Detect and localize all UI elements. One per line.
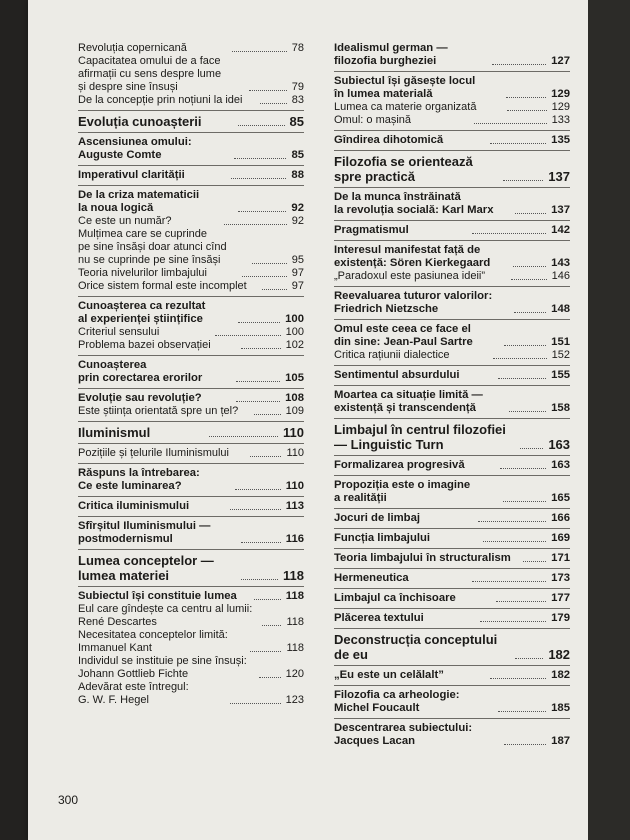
- toc-left-entry-bold: [62, 136, 304, 162]
- entry-page-number: 100: [285, 313, 304, 325]
- entry-title: Descentrarea subiectului: Jacques Lacan: [334, 722, 473, 747]
- toc-right-entry-bold: [318, 722, 570, 748]
- dot-leader: [234, 158, 286, 159]
- section-divider: [78, 463, 304, 464]
- dot-leader: [215, 335, 281, 336]
- section-divider: [334, 608, 570, 609]
- entry-page-number: 142: [551, 224, 571, 236]
- dot-leader: [235, 489, 280, 490]
- toc-left-entry-bold: [62, 169, 304, 182]
- dot-leader: [490, 678, 546, 679]
- dot-leader: [480, 621, 546, 622]
- entry-title: Subiectul își găsește locul în lumea materială: [334, 75, 476, 100]
- section-divider: [78, 586, 304, 587]
- toc-right-entry-bold: [318, 479, 570, 505]
- entry-page-number: 100: [285, 326, 305, 338]
- entry-page-number: 95: [291, 254, 304, 266]
- entry-title: Problema bazei observației: [78, 339, 211, 351]
- entry-page-number: 182: [551, 669, 571, 681]
- entry-page-number: 129: [551, 101, 571, 113]
- toc-left-entry-bold: [62, 189, 304, 215]
- dot-leader: [514, 312, 546, 313]
- entry-page-number: 129: [551, 88, 570, 100]
- entry-title: Iluminismul: [78, 425, 151, 440]
- dot-leader: [260, 103, 287, 104]
- entry-title: Formalizarea progresivă: [334, 459, 465, 471]
- toc-left-entry-sub: [62, 215, 304, 228]
- entry-title: Limbajul ca închisoare: [334, 592, 456, 604]
- entry-page-number: 108: [285, 392, 304, 404]
- dot-leader: [252, 263, 287, 264]
- entry-page-number: 78: [291, 42, 305, 54]
- dot-leader: [224, 224, 287, 225]
- page-number: 300: [58, 793, 79, 807]
- toc-left-column: [62, 42, 304, 707]
- section-divider: [78, 549, 304, 550]
- toc-right-entry-bold: [318, 134, 570, 147]
- toc-left-entry-sub: [62, 681, 304, 707]
- toc-left-entry-sub: [62, 94, 304, 107]
- entry-title: Ce este un număr?: [78, 215, 172, 227]
- dot-leader: [254, 599, 281, 600]
- toc-right-column: [318, 42, 570, 748]
- toc-right-entry-bold: [318, 552, 570, 565]
- entry-page-number: 105: [285, 372, 304, 384]
- entry-title: Moartea ca situație limită — existență și transcendență: [334, 389, 483, 414]
- section-divider: [334, 508, 570, 509]
- entry-page-number: 185: [551, 702, 570, 714]
- dot-leader: [250, 456, 281, 457]
- dot-leader: [515, 658, 543, 659]
- dot-leader: [230, 703, 281, 704]
- entry-page-number: 148: [551, 303, 571, 315]
- entry-page-number: 79: [291, 81, 304, 93]
- section-divider: [334, 528, 570, 529]
- toc-right-entry-bold: [318, 459, 570, 472]
- section-divider: [334, 240, 570, 241]
- section-divider: [334, 71, 570, 72]
- entry-page-number: 118: [283, 568, 305, 583]
- entry-page-number: 109: [285, 405, 305, 417]
- entry-title: Omul: o mașină: [334, 114, 412, 126]
- entry-page-number: 146: [551, 270, 570, 282]
- entry-title: Propoziția este o imagine a realității: [334, 479, 471, 504]
- entry-page-number: 166: [551, 512, 570, 524]
- entry-page-number: 118: [286, 642, 304, 654]
- dot-leader: [230, 509, 281, 510]
- dot-leader: [472, 581, 546, 582]
- dot-leader: [478, 521, 546, 522]
- entry-title: Funcția limbajului: [334, 532, 431, 544]
- entry-title: Pozițiile și țelurile Iluminismului: [78, 447, 229, 459]
- section-divider: [334, 150, 570, 151]
- entry-title: Cunoașterea prin corectarea erorilor: [78, 359, 203, 384]
- entry-page-number: 165: [551, 492, 570, 504]
- dot-leader: [232, 51, 287, 52]
- section-divider: [334, 568, 570, 569]
- entry-title: Interesul manifestat față de existență: Sören Kierkegaard: [334, 244, 491, 269]
- toc-right-entry-chapter: [318, 632, 570, 662]
- entry-page-number: 171: [551, 552, 571, 564]
- entry-page-number: 97: [291, 280, 304, 292]
- entry-title: Lumea ca materie organizată: [334, 101, 477, 113]
- entry-title: De la criza matematicii la noua logică: [78, 189, 200, 214]
- entry-page-number: 85: [291, 149, 305, 161]
- toc-left-entry-chapter: [62, 114, 304, 129]
- entry-title: Eul care gîndește ca centru al lumii: René Descartes: [78, 603, 253, 628]
- toc-left-entry-sub: [62, 326, 304, 339]
- entry-title: Filozofia ca arheologie: Michel Foucault: [334, 689, 460, 714]
- toc-right-entry-bold: [318, 669, 570, 682]
- entry-title: Hermeneutica: [334, 572, 409, 584]
- toc-right-entry-bold: [318, 689, 570, 715]
- section-divider: [78, 165, 304, 166]
- entry-title: De la concepție prin noțiuni la idei: [78, 94, 243, 106]
- entry-title: Sfîrșitul Iluminismului — postmodernismul: [78, 520, 211, 545]
- dot-leader: [498, 378, 546, 379]
- entry-title: Reevaluarea tuturor valorilor: Friedrich Nietzsche: [334, 290, 493, 315]
- section-divider: [334, 220, 570, 221]
- entry-page-number: 169: [551, 532, 571, 544]
- entry-title: Adevărat este întregul: G. W. F. Hegel: [78, 681, 189, 706]
- entry-page-number: 92: [291, 215, 304, 227]
- entry-page-number: 179: [551, 612, 570, 624]
- section-divider: [78, 443, 304, 444]
- dot-leader: [506, 97, 546, 98]
- toc-left-entry-sub: [62, 267, 304, 280]
- entry-page-number: 85: [289, 114, 305, 129]
- entry-title: Evoluția cunoașterii: [78, 114, 202, 129]
- entry-title: Limbajul în centrul filozofiei — Linguistic Turn: [334, 422, 506, 452]
- toc-left-entry-bold: [62, 590, 304, 603]
- entry-title: Cunoașterea ca rezultat al experienței științifice: [78, 300, 206, 325]
- entry-title: Necesitatea conceptelor limită: Immanuel Kant: [78, 629, 228, 654]
- dot-leader: [231, 178, 287, 179]
- toc-right-entry-bold: [318, 224, 570, 237]
- toc-right-entry-bold: [318, 290, 570, 316]
- toc-right-entry-sub: [318, 270, 570, 283]
- dot-leader: [498, 711, 546, 712]
- section-divider: [334, 286, 570, 287]
- toc-left-entry-chapter: [62, 553, 304, 583]
- entry-page-number: 152: [551, 349, 570, 361]
- dot-leader: [474, 123, 547, 124]
- section-divider: [334, 130, 570, 131]
- entry-page-number: 133: [551, 114, 571, 126]
- dot-leader: [209, 436, 278, 437]
- entry-title: Deconstrucția conceptului de eu: [334, 632, 498, 662]
- entry-title: Filozofia se orientează spre practică: [334, 154, 473, 184]
- entry-page-number: 83: [291, 94, 304, 106]
- entry-title: Orice sistem formal este incomplet: [78, 280, 247, 292]
- entry-title: Este știința orientată spre un țel?: [78, 405, 239, 417]
- toc-left-entry-sub: [62, 447, 304, 460]
- entry-page-number: 155: [551, 369, 571, 381]
- entry-title: Subiectul își constituie lumea: [78, 590, 237, 602]
- entry-title: Critica iluminismului: [78, 500, 190, 512]
- entry-page-number: 92: [291, 202, 304, 214]
- dot-leader: [472, 233, 546, 234]
- section-divider: [78, 296, 304, 297]
- entry-title: Teoria nivelurilor limbajului: [78, 267, 207, 279]
- dot-leader: [238, 125, 285, 126]
- toc-left-entry-sub: [62, 405, 304, 418]
- dot-leader: [490, 143, 546, 144]
- section-divider: [78, 132, 304, 133]
- section-divider: [78, 185, 304, 186]
- entry-title: Lumea conceptelor — lumea materiei: [78, 553, 214, 583]
- entry-title: Gîndirea dihotomică: [334, 134, 444, 146]
- entry-title: Teoria limbajului în structuralism: [334, 552, 511, 564]
- entry-title: „Paradoxul este pasiunea ideii”: [334, 270, 486, 282]
- toc-right-entry-bold: [318, 75, 570, 101]
- entry-page-number: 173: [551, 572, 571, 584]
- entry-page-number: 187: [551, 735, 571, 747]
- section-divider: [78, 110, 304, 111]
- toc-right-entry-bold: [318, 612, 570, 625]
- entry-title: Jocuri de limbaj: [334, 512, 421, 524]
- dot-leader: [493, 358, 547, 359]
- toc-right-entry-bold: [318, 191, 570, 217]
- toc-right-entry-bold: [318, 369, 570, 382]
- dot-leader: [250, 651, 282, 652]
- entry-title: Revoluția copernicană: [78, 42, 187, 54]
- section-divider: [334, 319, 570, 320]
- entry-page-number: 113: [285, 500, 304, 512]
- toc-left-entry-bold: [62, 392, 304, 405]
- toc-right-entry-bold: [318, 323, 570, 349]
- entry-title: Critica rațiunii dialectice: [334, 349, 450, 361]
- dot-leader: [241, 579, 278, 580]
- entry-page-number: 137: [548, 169, 570, 184]
- section-divider: [78, 496, 304, 497]
- toc-right-entry-bold: [318, 244, 570, 270]
- section-divider: [334, 475, 570, 476]
- toc-left-entry-sub: [62, 603, 304, 629]
- toc-right-entry-sub: [318, 349, 570, 362]
- dot-leader: [236, 401, 280, 402]
- next-page-edge: [588, 0, 630, 840]
- entry-page-number: 163: [548, 437, 571, 452]
- toc-right-entry-bold: [318, 572, 570, 585]
- toc-left-entry-bold: [62, 359, 304, 385]
- dot-leader: [504, 345, 546, 346]
- entry-page-number: 182: [548, 647, 571, 662]
- toc-right-entry-sub: [318, 101, 570, 114]
- dot-leader: [507, 110, 547, 111]
- dot-leader: [515, 213, 546, 214]
- entry-page-number: 110: [283, 425, 304, 440]
- section-divider: [78, 516, 304, 517]
- entry-page-number: 123: [285, 694, 305, 706]
- entry-title: Omul este ceea ce face el din sine: Jean-Paul Sartre: [334, 323, 473, 348]
- toc-right-entry-bold: [318, 512, 570, 525]
- toc-right-entry-sub: [318, 114, 570, 127]
- toc-left-entry-bold: [62, 500, 304, 513]
- entry-page-number: 88: [291, 169, 304, 181]
- dot-leader: [262, 625, 282, 626]
- section-divider: [334, 455, 570, 456]
- dot-leader: [520, 448, 544, 449]
- dot-leader: [503, 501, 546, 502]
- section-divider: [334, 588, 570, 589]
- entry-page-number: 118: [285, 590, 304, 602]
- entry-page-number: 158: [551, 402, 570, 414]
- section-divider: [78, 355, 304, 356]
- toc-left-entry-sub: [62, 280, 304, 293]
- dot-leader: [503, 180, 543, 181]
- entry-page-number: 151: [551, 336, 571, 348]
- dot-leader: [504, 744, 546, 745]
- dot-leader: [236, 381, 280, 382]
- section-divider: [334, 385, 570, 386]
- dot-leader: [238, 211, 287, 212]
- entry-title: Individul se instituie pe sine însuși: Johann Gottlieb Fichte: [78, 655, 247, 680]
- section-divider: [334, 718, 570, 719]
- dot-leader: [262, 289, 287, 290]
- entry-page-number: 127: [551, 55, 570, 67]
- toc-left-entry-sub: [62, 55, 304, 94]
- entry-page-number: 135: [551, 134, 571, 146]
- section-divider: [334, 187, 570, 188]
- dot-leader: [483, 541, 546, 542]
- dot-leader: [523, 561, 546, 562]
- toc-right-entry-chapter: [318, 422, 570, 452]
- toc-left-entry-bold: [62, 467, 304, 493]
- toc-left-entry-sub: [62, 629, 304, 655]
- entry-title: „Eu este un celălalt”: [334, 669, 444, 681]
- dot-leader: [254, 414, 280, 415]
- entry-title: Răspuns la întrebarea: Ce este luminarea?: [78, 467, 200, 492]
- entry-page-number: 116: [285, 533, 305, 545]
- entry-title: De la munca înstrăinată la revoluția socială: Karl Marx: [334, 191, 494, 216]
- dot-leader: [509, 411, 546, 412]
- dot-leader: [238, 322, 280, 323]
- entry-page-number: 143: [551, 257, 571, 269]
- section-divider: [334, 628, 570, 629]
- toc-left-entry-sub: [62, 228, 304, 267]
- toc-right-entry-bold: [318, 592, 570, 605]
- section-divider: [334, 685, 570, 686]
- entry-title: Ascensiunea omului: Auguste Comte: [78, 136, 192, 161]
- entry-title: Criteriul sensului: [78, 326, 160, 338]
- entry-title: Capacitatea omului de a face afirmații cu sens despre lume și despre sine însuși: [78, 55, 222, 93]
- section-divider: [78, 388, 304, 389]
- toc-right-entry-bold: [318, 42, 570, 68]
- entry-title: Mulțimea care se cuprinde pe sine însăși doar atunci cînd nu se cuprinde pe sine însăși: [78, 228, 227, 266]
- entry-title: Evoluție sau revoluție?: [78, 392, 202, 404]
- toc-left-entry-bold: [62, 300, 304, 326]
- toc-left-entry-sub: [62, 339, 304, 352]
- entry-page-number: 110: [286, 447, 305, 459]
- section-divider: [334, 548, 570, 549]
- dot-leader: [511, 279, 547, 280]
- entry-title: Plăcerea textului: [334, 612, 424, 624]
- section-divider: [334, 365, 570, 366]
- toc-left-entry-bold: [62, 520, 304, 546]
- dot-leader: [492, 64, 546, 65]
- toc-right-entry-bold: [318, 532, 570, 545]
- entry-title: Pragmatismul: [334, 224, 409, 236]
- entry-page-number: 97: [291, 267, 304, 279]
- dot-leader: [241, 348, 281, 349]
- toc-right-entry-bold: [318, 389, 570, 415]
- section-divider: [334, 418, 570, 419]
- entry-page-number: 102: [285, 339, 305, 351]
- entry-page-number: 118: [286, 616, 304, 628]
- section-divider: [78, 421, 304, 422]
- book-gutter: [0, 0, 28, 840]
- entry-page-number: 163: [551, 459, 570, 471]
- entry-title: Sentimentul absurdului: [334, 369, 460, 381]
- toc-left-entry-chapter: [62, 425, 304, 440]
- dot-leader: [249, 90, 287, 91]
- entry-page-number: 177: [551, 592, 570, 604]
- section-divider: [334, 665, 570, 666]
- entry-page-number: 137: [551, 204, 570, 216]
- entry-title: Idealismul german — filozofia burgheziei: [334, 42, 448, 67]
- entry-page-number: 110: [285, 480, 304, 492]
- entry-title: Imperativul clarității: [78, 169, 185, 181]
- dot-leader: [242, 276, 287, 277]
- dot-leader: [259, 677, 281, 678]
- toc-left-entry-sub: [62, 42, 304, 55]
- dot-leader: [500, 468, 546, 469]
- dot-leader: [513, 266, 546, 267]
- dot-leader: [496, 601, 546, 602]
- toc-left-entry-sub: [62, 655, 304, 681]
- dot-leader: [241, 542, 281, 543]
- toc-right-entry-chapter: [318, 154, 570, 184]
- entry-page-number: 120: [285, 668, 304, 680]
